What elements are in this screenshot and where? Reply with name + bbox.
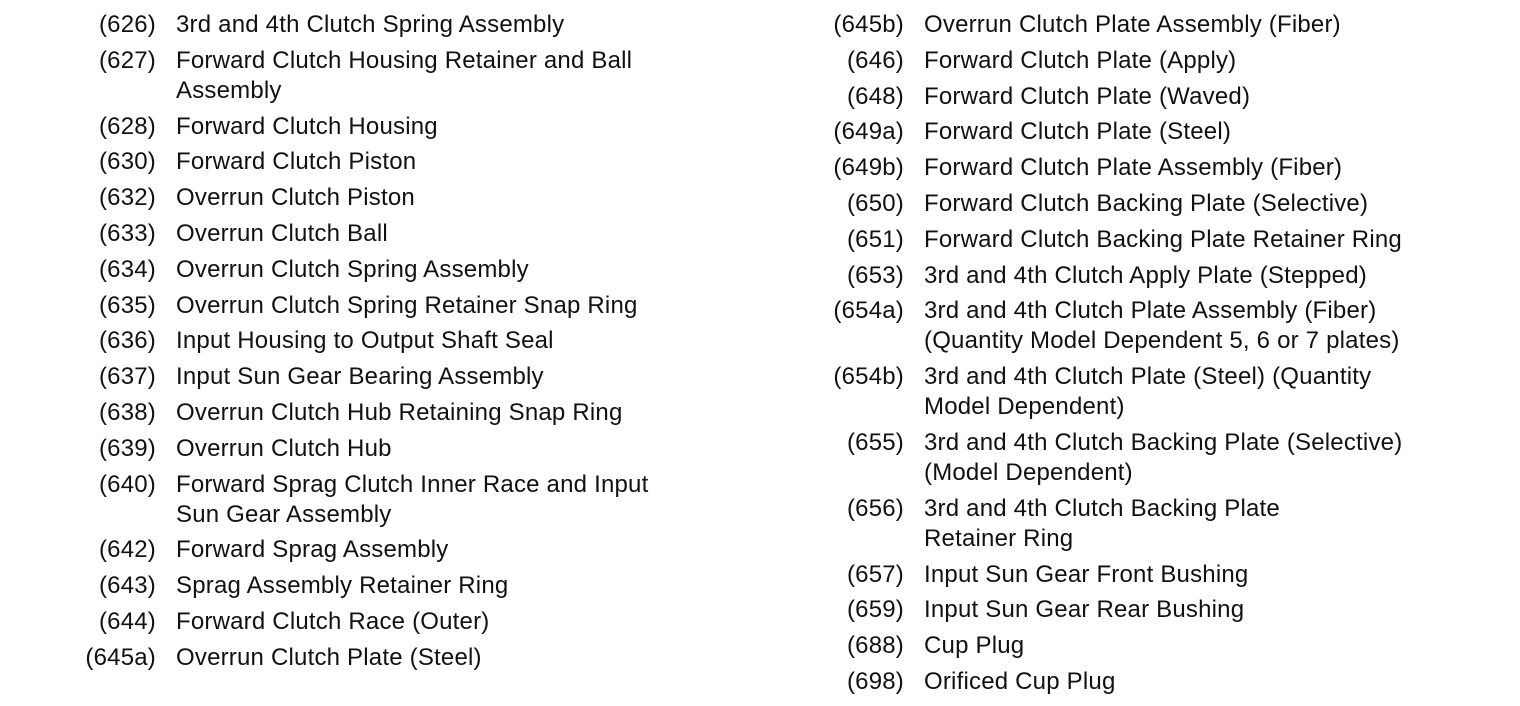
item-number: (644) <box>98 607 156 635</box>
list-item <box>810 362 1510 422</box>
item-description: 3rd and 4th Clutch Backing Plate (Selective) (Model Dependent) <box>924 428 1403 486</box>
item-number: (654a) <box>833 297 904 325</box>
item-description: Overrun Clutch Piston <box>176 184 415 212</box>
list-item <box>60 470 760 530</box>
item-description: 3rd and 4th Clutch Plate (Steel) (Quantity Model Dependent) <box>924 363 1372 421</box>
item-number: (653) <box>846 261 904 289</box>
item-number: (654b) <box>833 363 904 391</box>
list-item <box>810 153 1510 183</box>
list-item <box>810 82 1510 112</box>
item-number: (633) <box>98 219 156 247</box>
item-number: (646) <box>846 46 904 74</box>
item-number: (698) <box>846 667 904 695</box>
item-description: Overrun Clutch Spring Retainer Snap Ring <box>176 291 638 319</box>
item-number: (645a) <box>85 643 156 671</box>
list-item <box>810 261 1510 291</box>
item-number: (645b) <box>833 11 904 38</box>
item-description: Forward Clutch Housing Retainer and Ball Assembly <box>176 46 633 104</box>
list-item <box>810 296 1510 356</box>
item-number: (634) <box>98 255 156 283</box>
item-number: (655) <box>846 428 904 456</box>
item-number: (643) <box>98 572 156 600</box>
list-item <box>810 560 1510 590</box>
item-description: Forward Clutch Race (Outer) <box>176 607 490 635</box>
item-description: Input Sun Gear Front Bushing <box>924 560 1249 588</box>
item-description: Forward Clutch Plate (Waved) <box>924 82 1251 110</box>
item-number: (649a) <box>833 118 904 146</box>
item-description: Forward Clutch Housing <box>176 112 438 140</box>
parts-list-left-column <box>60 10 760 679</box>
item-number: (651) <box>846 225 904 253</box>
item-description: 3rd and 4th Clutch Backing Plate Retainer Ring <box>924 494 1280 552</box>
item-number: (642) <box>98 536 156 564</box>
item-description: Input Sun Gear Rear Bushing <box>924 596 1245 624</box>
item-description: Overrun Clutch Spring Assembly <box>176 255 529 283</box>
item-number: (639) <box>98 434 156 462</box>
parts-list-right-column <box>810 10 1510 703</box>
item-description: Forward Sprag Assembly <box>176 536 449 564</box>
list-item <box>60 398 760 428</box>
item-description: Forward Clutch Backing Plate Retainer Ring <box>924 225 1402 253</box>
list-item <box>60 183 760 213</box>
list-item <box>60 434 760 464</box>
item-number: (630) <box>98 148 156 176</box>
item-description: 3rd and 4th Clutch Apply Plate (Stepped) <box>924 261 1367 289</box>
item-description: Cup Plug <box>924 632 1025 660</box>
item-number: (648) <box>846 82 904 110</box>
list-item <box>810 428 1510 488</box>
list-item <box>810 494 1510 554</box>
list-item <box>60 147 760 177</box>
list-item <box>60 255 760 285</box>
item-number: (649b) <box>833 154 904 182</box>
list-item <box>810 10 1510 40</box>
list-item <box>60 112 760 142</box>
item-number: (640) <box>98 470 156 498</box>
list-item <box>810 46 1510 76</box>
list-item <box>60 571 760 601</box>
item-description: Input Housing to Output Shaft Seal <box>176 327 554 355</box>
list-item <box>60 607 760 637</box>
list-item <box>60 10 760 40</box>
list-item <box>60 643 760 673</box>
item-number: (635) <box>98 291 156 319</box>
item-description: Forward Clutch Plate (Steel) <box>924 118 1232 146</box>
item-description: Forward Clutch Plate Assembly (Fiber) <box>924 154 1343 182</box>
item-description: 3rd and 4th Clutch Plate Assembly (Fiber) (Quantity Model Dependent 5, 6 or 7 plates) <box>924 297 1400 355</box>
item-description: Overrun Clutch Plate (Steel) <box>176 643 482 671</box>
list-item <box>60 46 760 106</box>
list-item <box>810 225 1510 255</box>
item-number: (626) <box>98 11 156 38</box>
item-number: (656) <box>846 494 904 522</box>
item-description: Overrun Clutch Ball <box>176 219 388 247</box>
item-description: Forward Clutch Plate (Apply) <box>924 46 1237 74</box>
list-item <box>60 219 760 249</box>
list-item <box>810 117 1510 147</box>
list-item <box>810 631 1510 661</box>
item-description: Orificed Cup Plug <box>924 667 1116 695</box>
item-number: (632) <box>98 184 156 212</box>
item-description: 3rd and 4th Clutch Spring Assembly <box>176 11 565 38</box>
item-number: (636) <box>98 327 156 355</box>
list-item <box>60 326 760 356</box>
item-description: Forward Clutch Piston <box>176 148 417 176</box>
item-number: (627) <box>98 46 156 74</box>
item-number: (688) <box>846 632 904 660</box>
item-number: (638) <box>98 398 156 426</box>
item-number: (657) <box>846 560 904 588</box>
item-description: Forward Clutch Backing Plate (Selective) <box>924 189 1369 217</box>
item-description: Input Sun Gear Bearing Assembly <box>176 363 544 391</box>
item-description: Overrun Clutch Hub <box>176 434 392 462</box>
list-item <box>60 291 760 321</box>
list-item <box>810 667 1510 697</box>
item-description: Sprag Assembly Retainer Ring <box>176 572 509 600</box>
item-number: (659) <box>846 596 904 624</box>
list-item <box>60 362 760 392</box>
item-description: Overrun Clutch Hub Retaining Snap Ring <box>176 398 623 426</box>
list-item <box>810 595 1510 625</box>
list-item <box>810 189 1510 219</box>
item-number: (628) <box>98 112 156 140</box>
item-description: Overrun Clutch Plate Assembly (Fiber) <box>924 11 1341 38</box>
list-item <box>60 535 760 565</box>
item-description: Forward Sprag Clutch Inner Race and Input Sun Gear Assembly <box>176 470 649 528</box>
item-number: (650) <box>846 189 904 217</box>
item-number: (637) <box>98 363 156 391</box>
